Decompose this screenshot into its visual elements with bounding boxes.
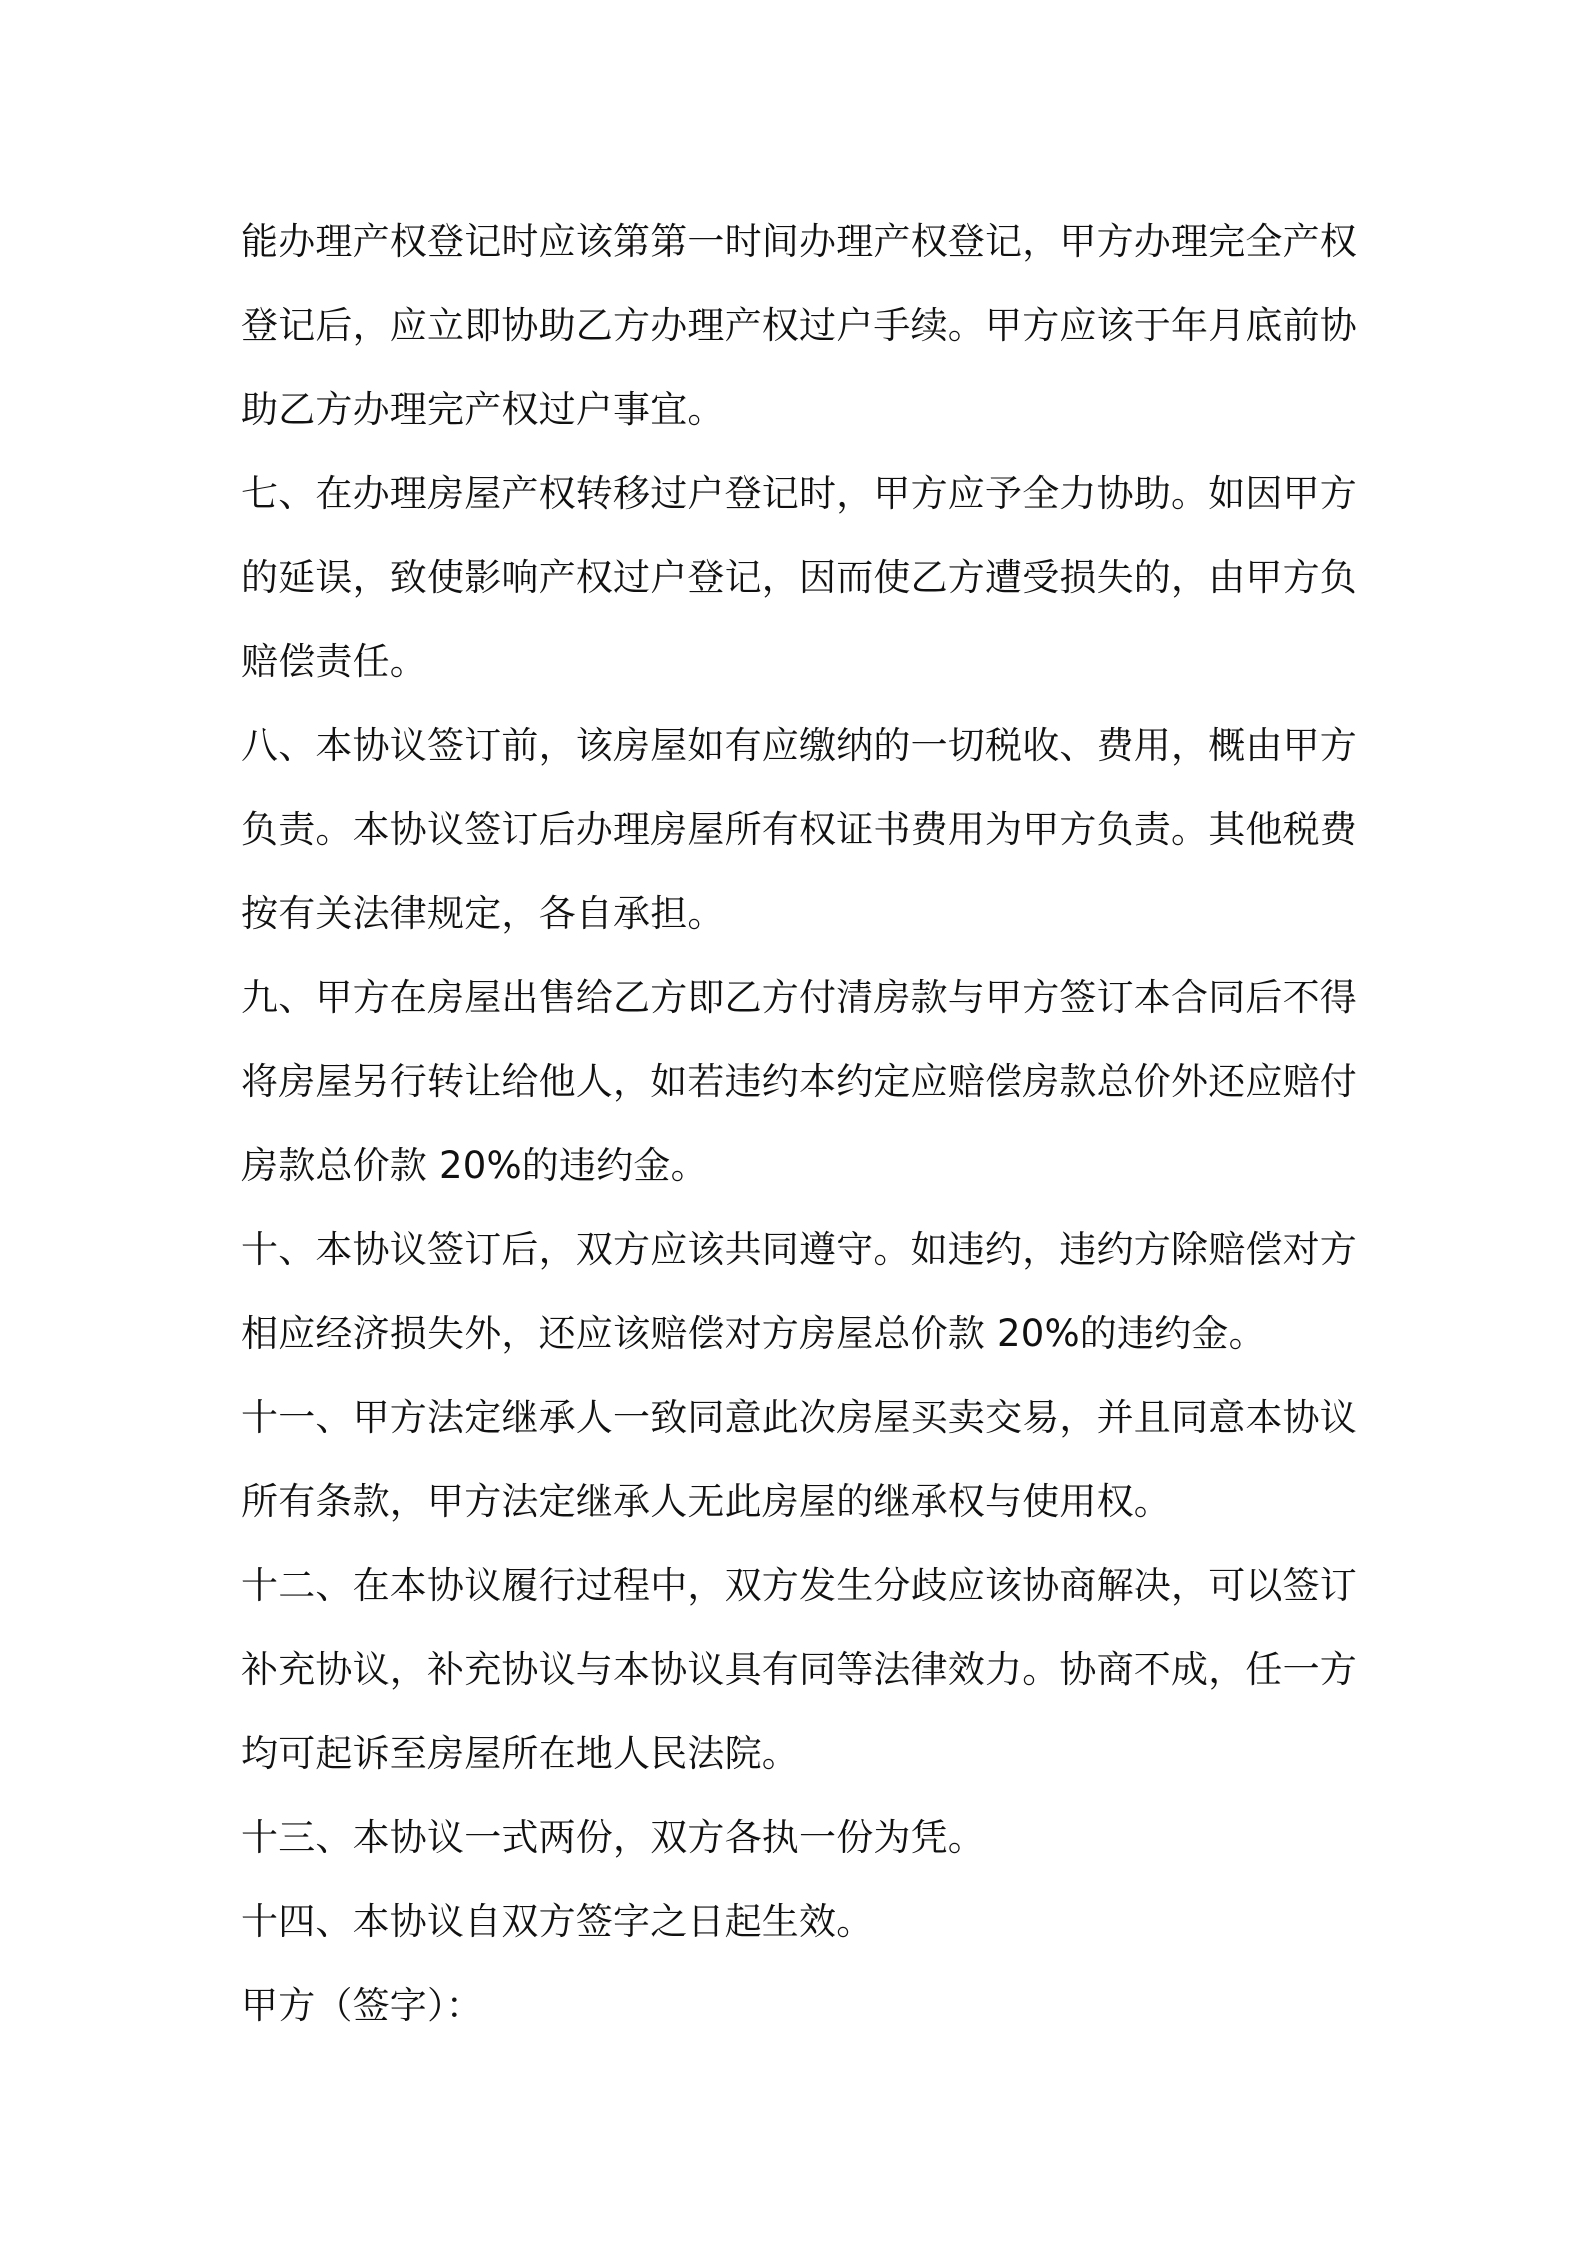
text-line: 均可起诉至房屋所在地人民法院。 (241, 1732, 799, 1775)
clause-7: 七、在办理房屋产权转移过户登记时，甲方应予全力协助。如因甲方 (241, 472, 1357, 515)
text-line: 所有条款，甲方法定继承人无此房屋的继承权与使用权。 (241, 1480, 1171, 1523)
text-line: 能办理产权登记时应该第第一时间办理产权登记，甲方办理完全产权 (241, 220, 1357, 263)
text-line: 房款总价款 20%的违约金。 (241, 1144, 708, 1187)
clause-12: 十二、在本协议履行过程中，双方发生分歧应该协商解决，可以签订 (241, 1564, 1357, 1607)
text-line: 将房屋另行转让给他人，如若违约本约定应赔偿房款总价外还应赔付 (241, 1060, 1357, 1103)
clause-11: 十一、甲方法定继承人一致同意此次房屋买卖交易，并且同意本协议 (241, 1396, 1357, 1439)
party-a-signature-label: 甲方（签字）： (241, 1984, 483, 2027)
text-line: 相应经济损失外，还应该赔偿对方房屋总价款 20%的违约金。 (241, 1312, 1266, 1355)
text-line: 负责。本协议签订后办理房屋所有权证书费用为甲方负责。其他税费 (241, 808, 1357, 851)
text-line: 助乙方办理完产权过户事宜。 (241, 388, 725, 431)
text-line: 赔偿责任。 (241, 640, 427, 683)
text-line: 按有关法律规定，各自承担。 (241, 892, 725, 935)
clause-14: 十四、本协议自双方签字之日起生效。 (241, 1900, 874, 1943)
text-line: 补充协议，补充协议与本协议具有同等法律效力。协商不成，任一方 (241, 1648, 1357, 1691)
text-line: 登记后，应立即协助乙方办理产权过户手续。甲方应该于年月底前协 (241, 304, 1357, 347)
clause-9: 九、甲方在房屋出售给乙方即乙方付清房款与甲方签订本合同后不得 (241, 976, 1357, 1019)
contract-text (241, 200, 1361, 2048)
clause-8: 八、本协议签订前，该房屋如有应缴纳的一切税收、费用，概由甲方 (241, 724, 1357, 767)
clause-13: 十三、本协议一式两份，双方各执一份为凭。 (241, 1816, 985, 1859)
text-line: 的延误，致使影响产权过户登记，因而使乙方遭受损失的，由甲方负 (241, 556, 1357, 599)
clause-10: 十、本协议签订后，双方应该共同遵守。如违约，违约方除赔偿对方 (241, 1228, 1357, 1271)
